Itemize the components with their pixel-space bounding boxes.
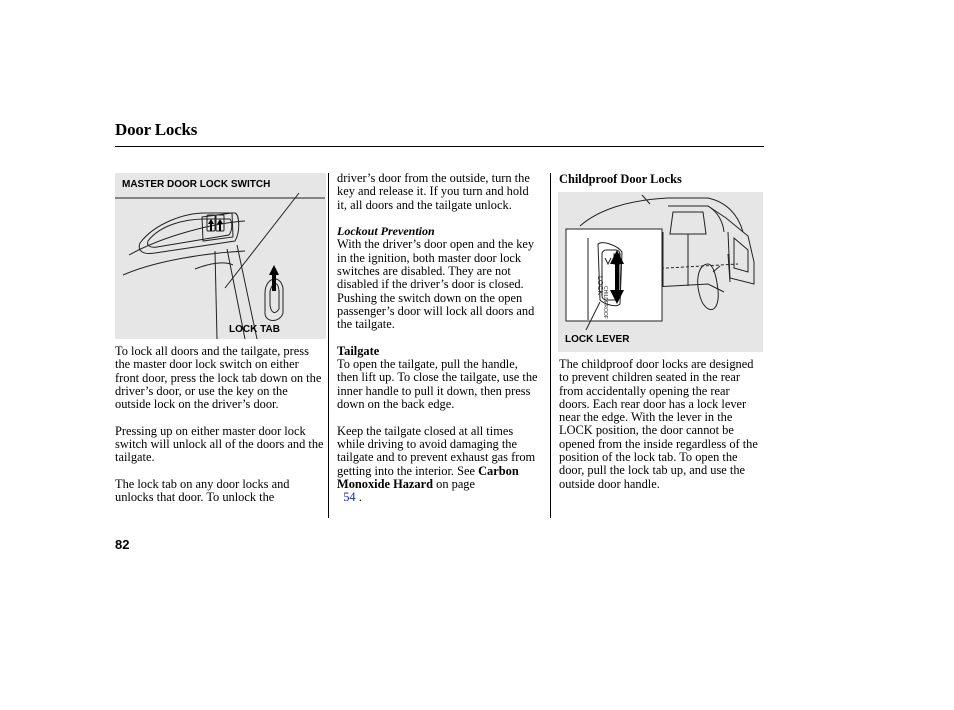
column-1	[115, 345, 325, 518]
master-lock-switch-figure	[115, 173, 326, 339]
column-1-paragraph-2: Pressing up on either master door lock switch will unlock all of the doors and the tailgate.	[115, 423, 324, 465]
column-3	[559, 358, 763, 504]
sentence-period: .	[358, 490, 362, 505]
rear-door-illustration	[558, 192, 763, 352]
tailgate-keep-closed-text	[337, 425, 541, 505]
carbon-monoxide-hazard-reference: Carbon Monoxide Hazard	[337, 463, 519, 491]
childproof-door-locks-heading: Childproof Door Locks	[559, 172, 682, 186]
lever-lock-text: LOCK	[596, 276, 603, 296]
childproof-lock-figure	[558, 192, 763, 352]
column-1-paragraph-1: To lock all doors and the tailgate, press the master door lock switch on either front door, press the lock tab down on the driver’s door, or use the key on the outside lock on the driver’s door.	[115, 344, 322, 412]
column-1-paragraph-3: The lock tab on any door locks and unlocks that door. To unlock the	[115, 476, 290, 505]
door-panel-illustration	[115, 173, 326, 339]
childproof-text: The childproof door locks are designed to prevent children seated in the rear from accidentally opening the rear doors. Each rear door has a lock lever near the edge. With the lever in the LOCK position, the door cannot be opened from the inside regardless of the position of the lock tab. To open the door, pull the lock tab up, and use the outside door handle.	[559, 357, 758, 491]
lockout-prevention-text: With the driver’s door open and the key in the ignition, both master door lock switches are disabled. They are not disabled if the driver’s door is closed. Pushing the switch down on the open passenger’s door will lock all doors and the tailgate.	[337, 237, 535, 332]
tailgate-text: To open the tailgate, pull the handle, then lift up. To close the tailgate, use the inner handle to pull it down, then press down on the back edge.	[337, 357, 538, 412]
tailgate-heading: Tailgate	[337, 343, 380, 358]
column-divider-1	[328, 173, 329, 518]
master-door-lock-switch-label: MASTER DOOR LOCK SWITCH	[122, 179, 271, 190]
lock-tab-label: LOCK TAB	[229, 324, 280, 335]
lever-childproof-text: CHILDPROOF	[602, 286, 608, 319]
keep-closed-sentence: Keep the tailgate closed at all times while driving to avoid damaging the tailgate and to prevent exhaust gas from getting into the interior. See	[337, 423, 536, 478]
page-number: 82	[115, 537, 130, 552]
lockout-prevention-heading: Lockout Prevention	[337, 224, 435, 239]
lock-lever-label: LOCK LEVER	[565, 334, 630, 345]
page-54-link[interactable]: 54	[343, 490, 356, 505]
on-page-text: on page	[433, 476, 476, 491]
title-rule	[115, 146, 764, 147]
column-2-paragraph-1: driver’s door from the outside, turn the key and release it. If you turn and hold it, all doors and the tailgate unlock.	[337, 171, 530, 212]
column-2	[337, 172, 541, 504]
page-title: Door Locks	[115, 120, 198, 139]
column-divider-2	[550, 173, 551, 518]
